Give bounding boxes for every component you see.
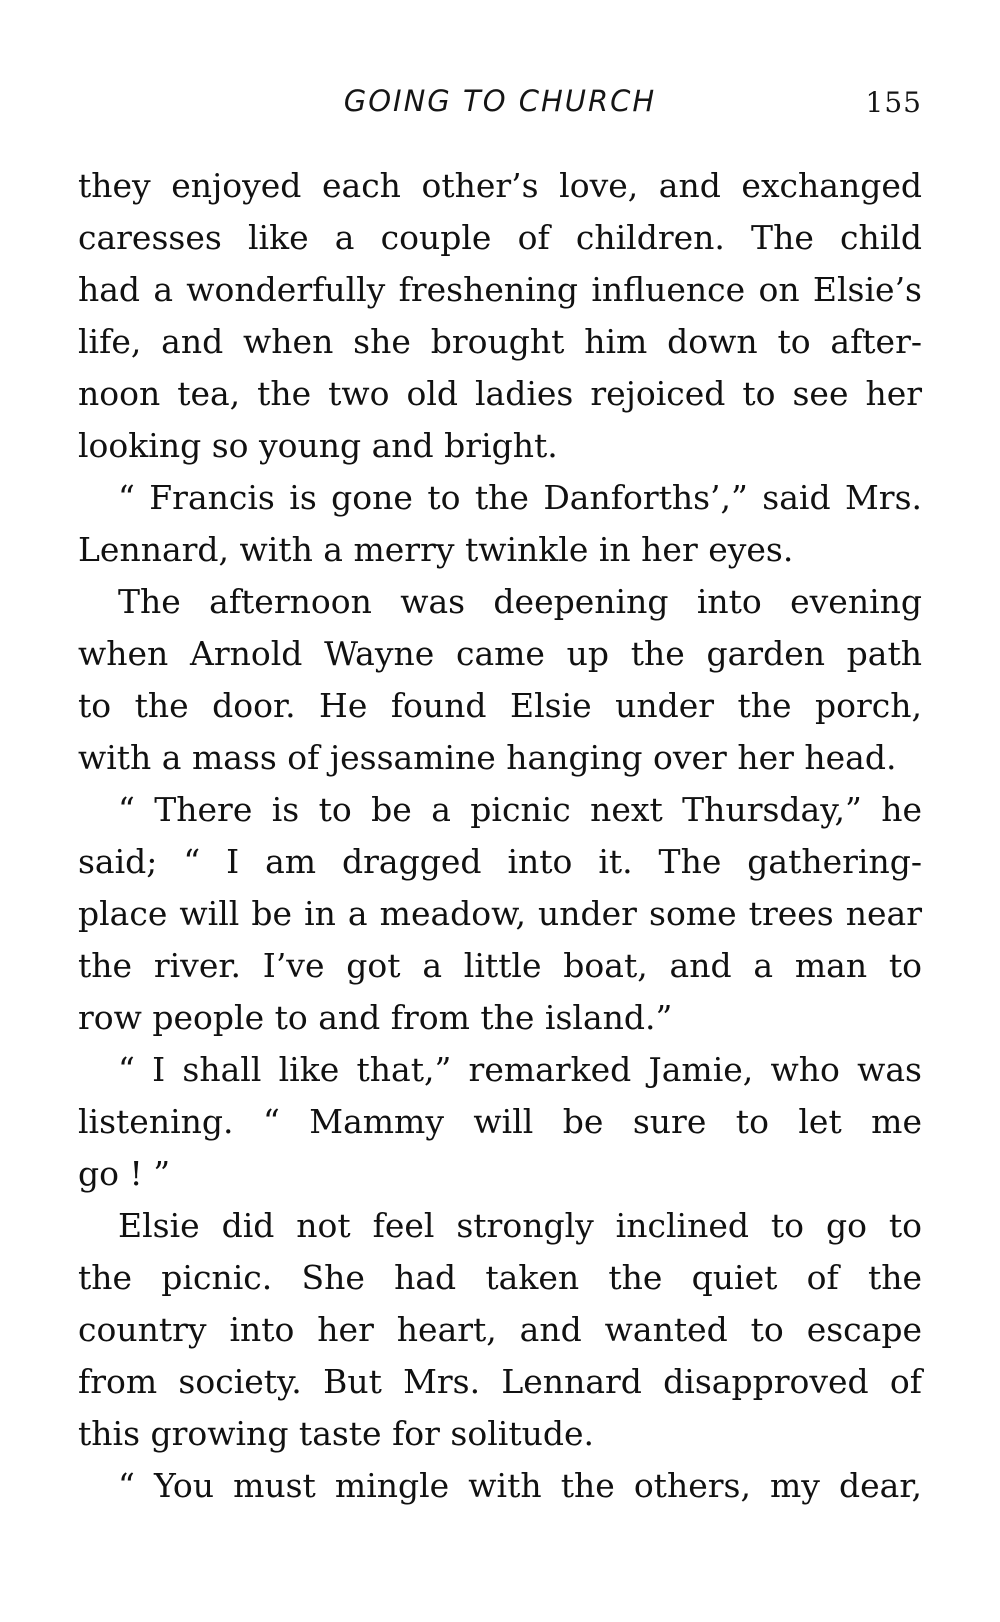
text-line: life, and when she brought him down to after- [78, 322, 922, 361]
text-line: had a wonderfully freshening influence on Elsie’s [78, 270, 922, 309]
text-line: the picnic. She had taken the quiet of the [78, 1258, 922, 1297]
text-line: caresses like a couple of children. The child [78, 218, 922, 257]
text-line: with a mass of jessamine hanging over her head. [78, 738, 897, 777]
text-line: Lennard, with a merry twinkle in her eyes. [78, 530, 794, 569]
text-line: Elsie did not feel strongly inclined to go to [118, 1206, 922, 1245]
text-line: listening. “ Mammy will be sure to let me [78, 1102, 922, 1141]
text-line: row people to and from the island.” [78, 998, 673, 1037]
body-text [78, 160, 922, 1512]
page-number: 155 [865, 86, 922, 119]
text-line: country into her heart, and wanted to escape [78, 1310, 922, 1349]
text-line: from society. But Mrs. Lennard disapproved of [78, 1362, 922, 1401]
text-line: the river. I’ve got a little boat, and a man to [78, 946, 922, 985]
text-line: to the door. He found Elsie under the porch, [78, 686, 922, 725]
text-line: they enjoyed each other’s love, and exchanged [78, 166, 922, 205]
text-line: “ There is to be a picnic next Thursday,” he [118, 790, 922, 829]
running-title: GOING TO CHURCH [343, 84, 657, 118]
text-line: “ I shall like that,” remarked Jamie, who was [118, 1050, 922, 1089]
running-head [78, 84, 922, 124]
text-line: “ You must mingle with the others, my dear, [118, 1466, 922, 1505]
text-line: The afternoon was deepening into evening [118, 582, 922, 621]
text-line: noon tea, the two old ladies rejoiced to see her [78, 374, 922, 413]
text-line: “ Francis is gone to the Danforths’,” said Mrs. [118, 478, 922, 517]
text-line: said; “ I am dragged into it. The gathering- [78, 842, 922, 881]
text-line: go ! ” [78, 1154, 171, 1193]
text-line: this growing taste for solitude. [78, 1414, 594, 1453]
text-line: place will be in a meadow, under some trees near [78, 894, 922, 933]
text-line: when Arnold Wayne came up the garden path [78, 634, 922, 673]
text-line: looking so young and bright. [78, 426, 558, 465]
